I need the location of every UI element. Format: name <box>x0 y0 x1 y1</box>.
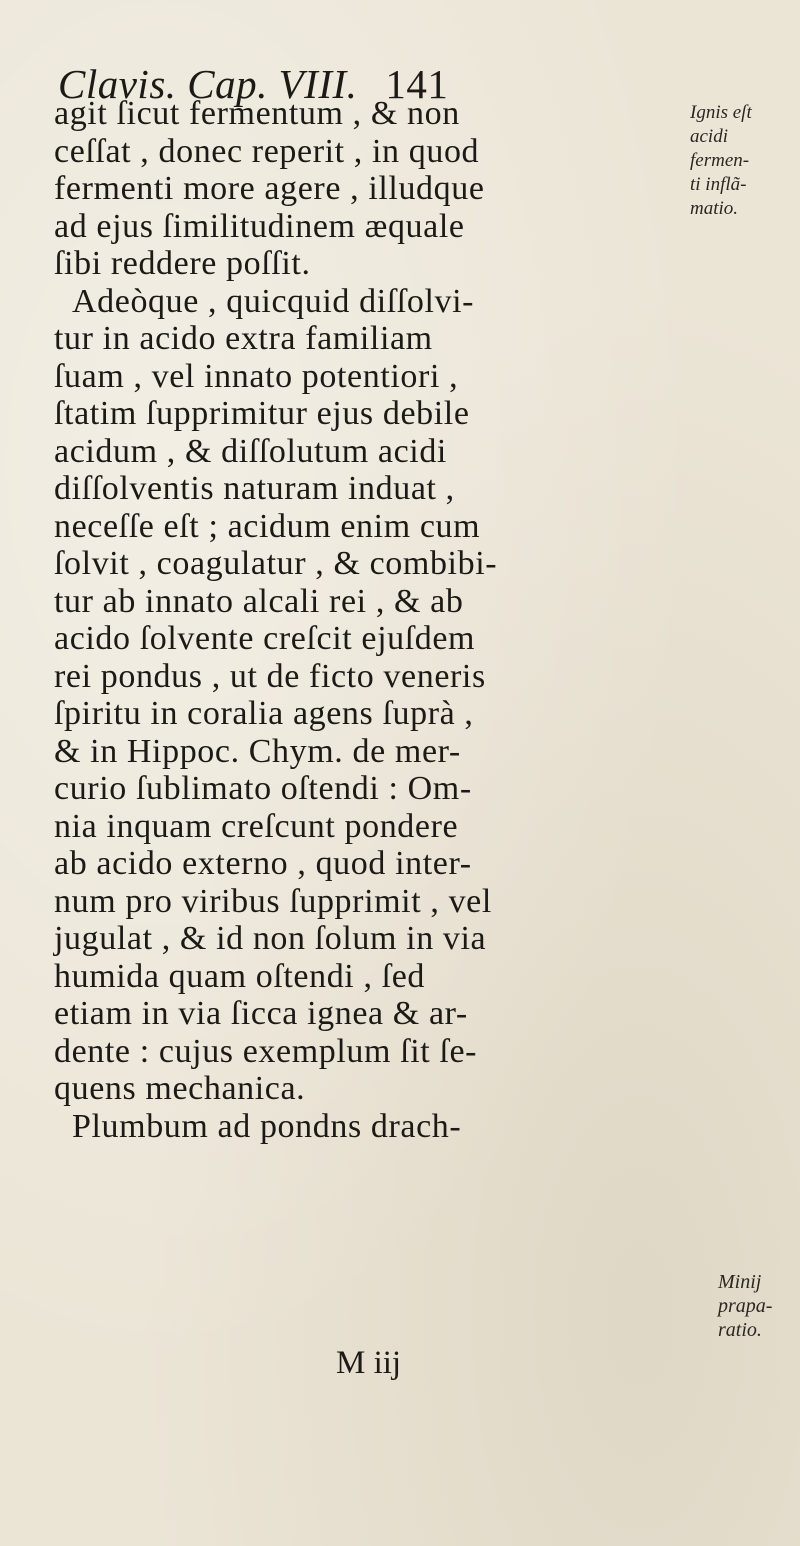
text-line: & in Hippoc. Chym. de mer- <box>54 732 461 770</box>
text-line: ſuam , vel innato potentiori , <box>54 357 459 395</box>
marginal-note-line: matio. <box>690 198 739 219</box>
marginal-note-line: Ignis eſt <box>690 102 752 123</box>
text-line: tur in acido extra familiam <box>54 320 433 357</box>
text-line: quens mechanica. <box>54 1070 306 1107</box>
text-line: ceſſat , donec reperit , in quod <box>54 132 480 170</box>
text-line: ſolvit , coagulatur , & combibi- <box>54 545 498 582</box>
text-line: acido ſolvente creſcit ejuſdem <box>54 620 476 657</box>
text-line: jugulat , & id non ſolum in via <box>54 920 487 957</box>
text-line: etiam in via ſicca ignea & ar- <box>54 995 468 1032</box>
marginal-note-line: prapa- <box>718 1295 773 1317</box>
text-line: Plumbum ad pondns drach- <box>72 1107 462 1145</box>
text-line: ab acido externo , quod inter- <box>54 845 472 882</box>
text-line: diſſolventis naturam induat , <box>54 470 455 507</box>
marginal-note-line: fermen- <box>690 150 750 171</box>
catchword-signature: M iij <box>336 1345 402 1381</box>
text-line: humida quam oſtendi , ſed <box>54 957 425 995</box>
page-number: 141 <box>385 61 449 107</box>
marginal-note <box>718 1270 798 1342</box>
text-line: ad ejus ſimilitudinem æquale <box>54 207 465 245</box>
marginal-note <box>690 101 795 221</box>
text-line: neceſſe eſt ; acidum enim cum <box>54 507 481 545</box>
marginal-note-line: Minij <box>718 1271 762 1293</box>
text-line: curio ſublimato oſtendi : Om- <box>54 770 472 807</box>
marginal-note-line: ratio. <box>718 1319 762 1341</box>
running-head-title: Clavis. Cap. VIII. <box>58 61 358 107</box>
main-text-block <box>40 95 680 1145</box>
text-line: ſtatim ſupprimitur ejus debile <box>54 395 470 432</box>
text-line: acidum , & diſſolutum acidi <box>54 432 447 470</box>
text-line: rei pondus , ut de ficto veneris <box>54 657 486 695</box>
marginal-note-line: ti inflã- <box>690 174 747 195</box>
text-line: fermenti more agere , illudque <box>54 170 485 207</box>
marginal-note-line: acidi <box>690 126 728 147</box>
text-line: nia inquam creſcunt pondere <box>54 807 459 845</box>
text-line: agit ſicut fermentum , & non <box>54 95 460 132</box>
text-line: ſpiritu in coralia agens ſuprà , <box>54 695 474 732</box>
text-line: ſibi reddere poſſit. <box>54 245 311 282</box>
text-line: num pro viribus ſupprimit , vel <box>54 882 492 920</box>
text-line: dente : cujus exemplum ſit ſe- <box>54 1032 478 1070</box>
text-line: Adeòque , quicquid diſſolvi- <box>72 282 475 320</box>
text-line: tur ab innato alcali rei , & ab <box>54 582 464 620</box>
